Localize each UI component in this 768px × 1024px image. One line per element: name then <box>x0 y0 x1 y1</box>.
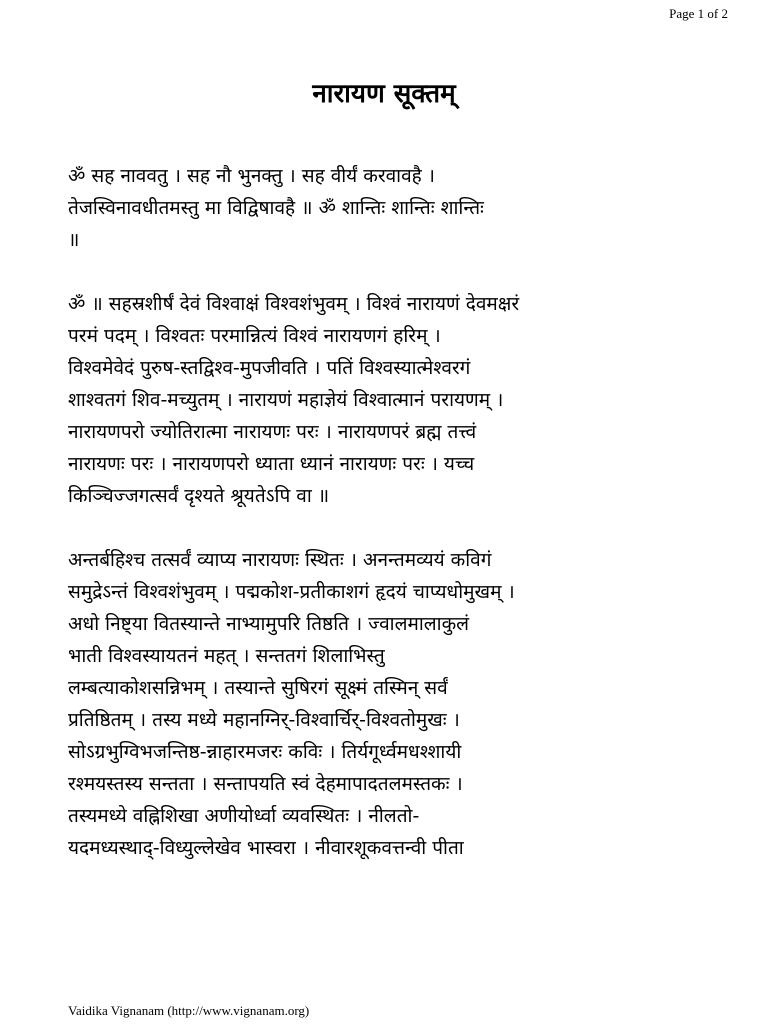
verse-line: लम्बत्याकोशसन्निभम् । तस्यान्ते सुषिरगं सूक्ष्मं तस्मिन् सर्वं <box>68 677 448 699</box>
verse-line: भाती विश्वस्यायतनं महत् । सन्ततगं शिलाभिस्तु <box>68 645 385 667</box>
document-title: नारायण सूक्तम् <box>312 79 456 109</box>
verse-line: रश्मयस्तस्य सन्तता । सन्तापयति स्वं देहमापादतलमस्तकः । <box>68 773 463 795</box>
page-number: Page 1 of 2 <box>669 6 728 21</box>
verse-line: समुद्रेऽन्तं विश्वशंभुवम् । पद्मकोश-प्रतीकाशगं हृदयं चाप्यधोमुखम् । <box>68 581 515 603</box>
verse-line: नारायणपरो ज्योतिरात्मा नारायणः परः । नारायणपरं ब्रह्म तत्त्वं <box>68 421 477 443</box>
antarbahishcha-stanza <box>68 544 728 864</box>
verse-line: किञ्चिज्जगत्सर्वं दृश्यते श्रूयतेऽपि वा ॥ <box>68 485 330 507</box>
sahasrashirsham-stanza <box>68 288 728 512</box>
verse-body <box>68 160 728 896</box>
verse-line: तेजस्विनावधीतमस्तु मा विद्विषावहै ॥ ॐ शान्तिः शान्तिः शान्तिः <box>68 197 484 219</box>
verse-line: शाश्वतगं शिव-मच्युतम् । नारायणं महाज्ञेयं विश्वात्मानं परायणम् । <box>68 389 504 411</box>
verse-line: नारायणः परः । नारायणपरो ध्याता ध्यानं नारायणः परः । यच्च <box>68 453 475 475</box>
verse-line: अधो निष्ट्या वितस्यान्ते नाभ्यामुपरि तिष्ठति । ज्वालमालाकुलं <box>68 613 470 635</box>
verse-line: अन्तर्बहिश्च तत्सर्वं व्याप्य नारायणः स्थितः । अनन्तमव्ययं कविगं <box>68 549 492 571</box>
verse-line: सोऽग्रभुग्विभजन्तिष्ठ-न्नाहारमजरः कविः । तिर्यगूर्ध्वमधश्शायी <box>68 741 462 763</box>
shanti-mantra-stanza <box>68 160 728 256</box>
verse-line: ॐ सह नाववतु । सह नौ भुनक्तु । सह वीर्यं करवावहै । <box>68 165 435 187</box>
verse-line: विश्वमेवेदं पुरुष-स्तद्विश्व-मुपजीवति । पतिं विश्वस्यात्मेश्वरगं <box>68 357 471 379</box>
footer-source: Vaidika Vignanam (http://www.vignanam.org) <box>68 1003 310 1018</box>
verse-line: ॐ ॥ सहस्रशीर्षं देवं विश्वाक्षं विश्वशंभुवम् । विश्वं नारायणं देवमक्षरं <box>68 293 520 315</box>
verse-line: प्रतिष्ठितम् । तस्य मध्ये महानग्निर्-विश्वार्चिर्-विश्वतोमुखः । <box>68 709 460 731</box>
verse-line: तस्यमध्ये वह्निशिखा अणीयोर्ध्वा व्यवस्थितः । नीलतो- <box>68 805 420 827</box>
verse-line: यदमध्यस्थाद्-विध्युल्लेखेव भास्वरा । नीवारशूकवत्तन्वी पीता <box>68 837 464 859</box>
verse-line: परमं पदम् । विश्वतः परमान्नित्यं विश्वं नारायणगं हरिम् । <box>68 325 441 347</box>
verse-line: ॥ <box>68 229 80 251</box>
